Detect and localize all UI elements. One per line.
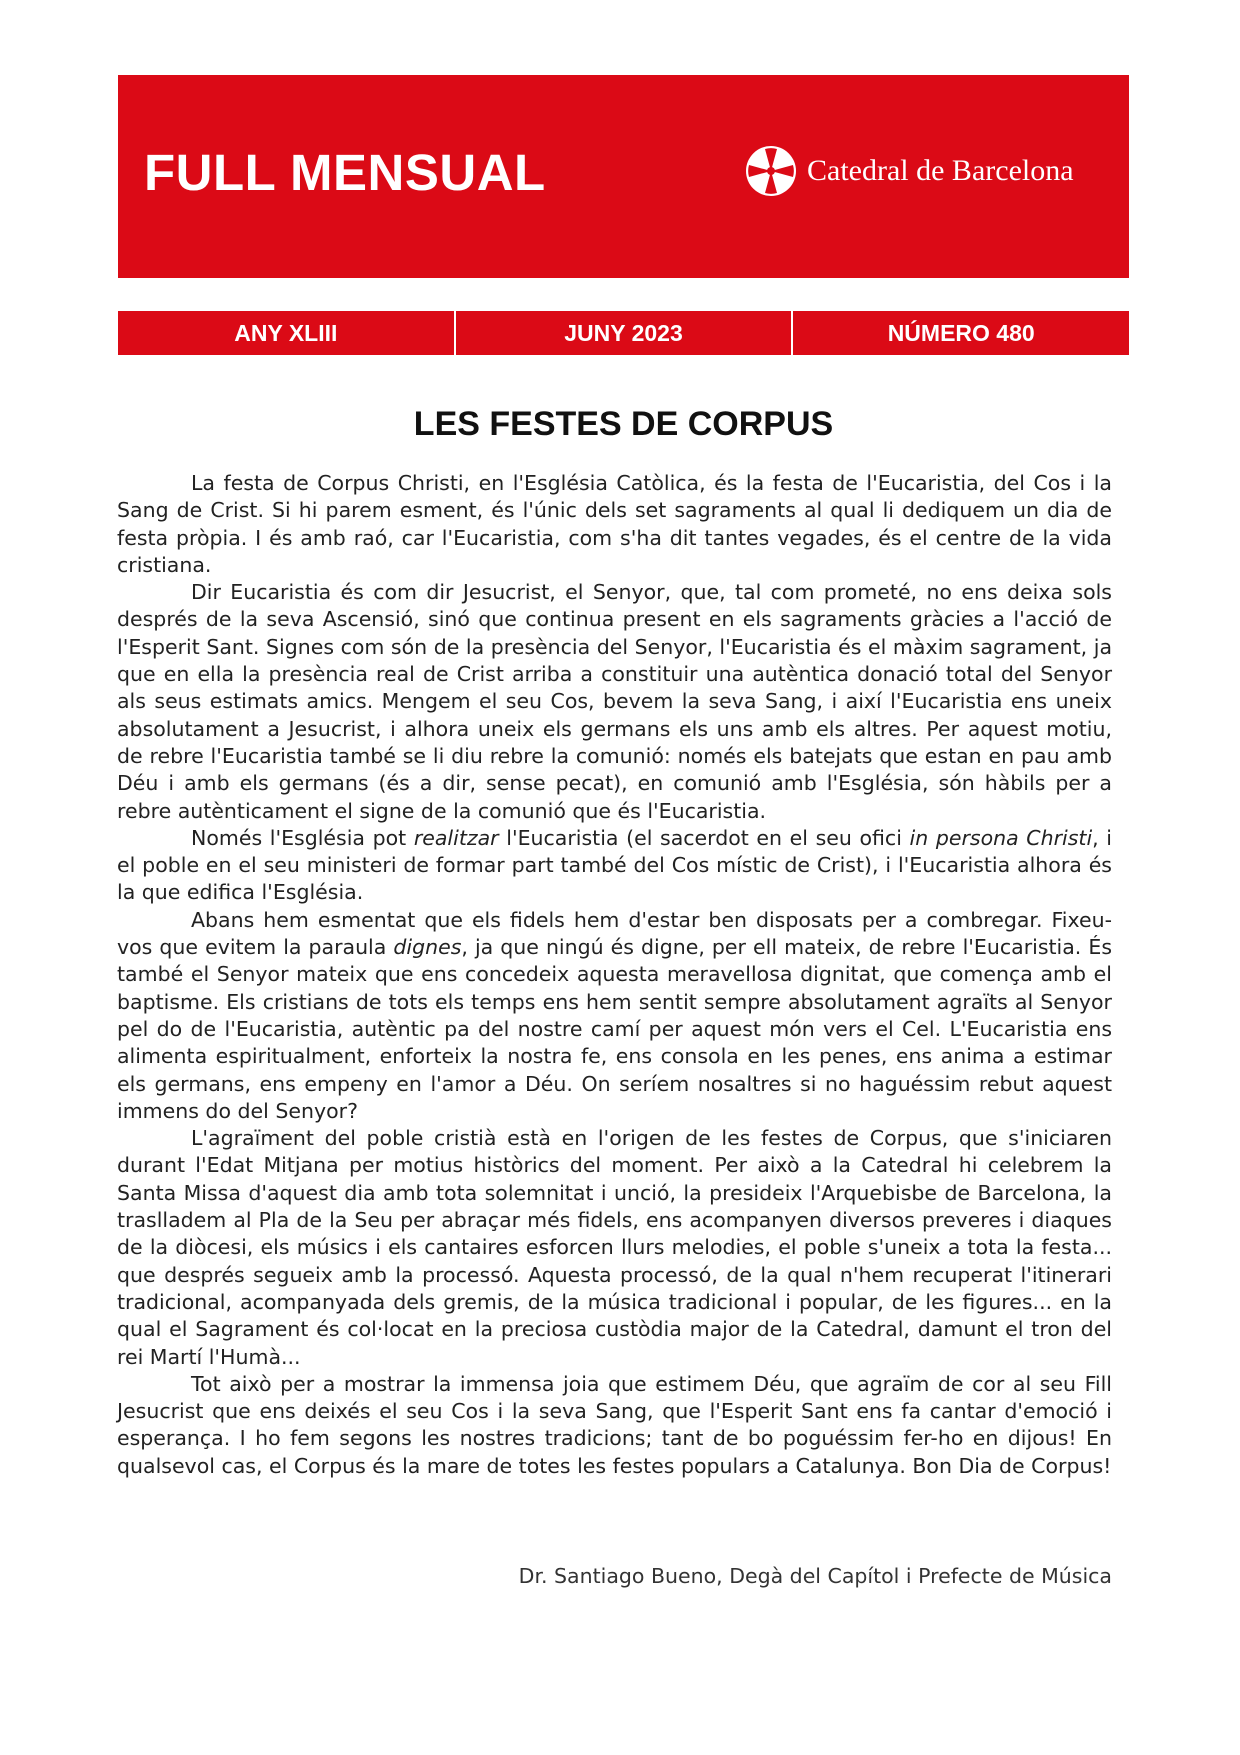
paragraph-6: Tot això per a mostrar la immensa joia que estimem Déu, que agraïm de cor al seu Fill Jesucrist que ens deixés el seu Cos i la seva Sang, que l'Esperit Sant ens fa cantar d'emoció i esperança. I ho fem segons les nostres tradicions; tant de bo poguéssim fer-ho en dijous! En qualsevol cas, el Corpus és la mare de totes les festes populars a Catalunya. Bon Dia de Corpus! [117,1371,1112,1478]
paragraph-4 [117,907,1112,1125]
issue-info-bar [118,311,1129,355]
publication-title: FULL MENSUAL [144,144,546,201]
paragraph-4-text-a: Abans hem esmentat que els fidels hem d'estar ben disposats per a combregar. Fixeu-vos que evitem la paraula [117,907,1112,960]
paragraph-3-text-c: , i el poble en el seu ministeri de formar part també del Cos místic de Crist), i l'Eucaristia alhora és la que edifica l'Església. [117,825,1112,905]
logo-text: Catedral de Barcelona [807,154,1074,187]
paragraph-3-text-a: Només l'Església pot [191,825,414,850]
paragraph-4-emphasis: dignes [393,935,462,960]
paragraph-5: L'agraïment del poble cristià està en l'origen de les festes de Corpus, que s'iniciaren durant l'Edat Mitjana per motius històrics del moment. Per això a la Catedral hi celebrem la Santa Missa d'aquest dia amb tota solemnitat i unció, la presideix l'Arquebisbe de Barcelona, la traslladem al Pla de la Seu per abraçar més fidels, ens acompanyen diversos preveres i diaques de la diòcesi, els músics i els cantaires esforcen llurs melodies, el poble s'uneix a tota la festa... que després segueix amb la processó. Aquesta processó, de la qual n'hem recuperat l'itinerari tradicional, acompanyada dels gremis, de la música tradicional i popular, de les figures... en la qual el Sagrament és col·locat en la preciosa custòdia major de la Catedral, damunt el tron del rei Martí l'Humà... [117,1126,1112,1369]
paragraph-2: Dir Eucaristia és com dir Jesucrist, el Senyor, que, tal com prometé, no ens deixa sols després de la seva Ascensió, sinó que continua present en els sagraments gràcies a l'acció de l'Esperit Sant. Signes com són de la presència del Senyor, l'Eucaristia és el màxim sagrament, ja que en ella la presència real de Crist arriba a constituir una autèntica donació total del Senyor als seus estimats amics. Mengem el seu Cos, bevem la seva Sang, i així l'Eucaristia ens uneix absolutament a Jesucrist, i alhora uneix els germans els uns amb els altres. Per aquest motiu, de rebre l'Eucaristia també se li diu rebre la comunió: només els batejats que estan en pau amb Déu i amb els germans (és a dir, sense pecat), en comunió amb l'Església, són hàbils per a rebre autènticament el signe de la comunió que és l'Eucaristia. [117,580,1112,823]
paragraph-3-emphasis-1: realitzar [413,825,499,850]
author-signature: Dr. Santiago Bueno, Degà del Capítol i Prefecte de Música [518,1564,1112,1588]
header-banner [118,75,1129,278]
paragraph-1: La festa de Corpus Christi, en l'Església Catòlica, és la festa de l'Eucaristia, del Cos i la Sang de Crist. Si hi parem esment, és l'únic dels set sagraments al qual li dediquem un dia de festa pròpia. I és amb raó, car l'Eucaristia, com s'ha dit tantes vegades, és el centre de la vida cristiana. [117,471,1112,577]
cathedral-cross-icon [745,145,797,197]
article-title: LES FESTES DE CORPUS [413,405,834,443]
paragraph-3-emphasis-2: in persona Christi [909,825,1093,850]
issue-year: ANY XLIII [234,319,338,346]
paragraph-3 [117,825,1112,907]
cathedral-logo [745,145,1074,197]
issue-date: JUNY 2023 [454,311,792,355]
paragraph-3-text-b: l'Eucaristia (el sacerdot en el seu ofici [498,825,910,850]
paragraph-4-text-b: , ja que ningú és digne, per ell mateix, de rebre l'Eucaristia. És també el Senyor mateix que ens concedeix aquesta meravellosa dignitat, que comença amb el baptisme. Els cristians de tots els temps ens hem sentit sempre absolutament agraïts al Senyor pel do de l'Eucaristia, autèntic pa del nostre camí per aquest món vers el Cel. L'Eucaristia ens alimenta espiritualment, enforteix la nostra fe, ens consola en les penes, ens anima a estimar els germans, ens empeny en l'amor a Déu. On seríem nosaltres si no haguéssim rebut aquest immens do del Senyor? [117,935,1113,1123]
issue-number: NÚMERO 480 [791,311,1129,355]
article-body [117,470,1112,1480]
